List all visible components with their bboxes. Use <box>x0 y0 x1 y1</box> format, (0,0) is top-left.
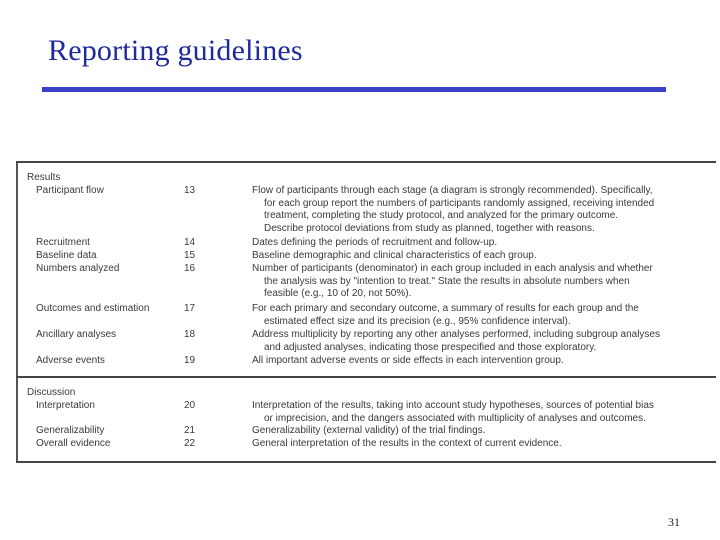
item-label: Ancillary analyses <box>36 329 117 340</box>
item-number: 15 <box>184 250 196 261</box>
item-number: 18 <box>184 329 196 340</box>
item-number: 14 <box>184 237 196 248</box>
item-label: Baseline data <box>36 250 97 261</box>
page-number: 31 <box>668 515 680 529</box>
section-heading-results: Results <box>27 172 61 183</box>
section-divider <box>16 376 716 378</box>
item-number: 16 <box>184 263 196 274</box>
section-heading-discussion: Discussion <box>27 387 76 398</box>
item-description <box>252 400 672 425</box>
item-number: 19 <box>184 355 196 366</box>
desc-line: Generalizability (external validity) of the trial findings. <box>252 425 486 436</box>
desc-line: Baseline demographic and clinical characteristics of each group. <box>252 250 537 261</box>
table-left-border <box>16 161 18 463</box>
desc-line: for each group report the numbers of participants randomly assigned, receiving intended <box>264 197 655 209</box>
item-description <box>252 303 672 328</box>
item-label: Recruitment <box>36 237 90 248</box>
desc-line: estimated effect size and its precision (e.g., 95% confidence interval). <box>264 315 571 327</box>
desc-line: Dates defining the periods of recruitment and follow-up. <box>252 237 498 248</box>
item-description <box>252 250 672 263</box>
desc-line: the analysis was by "intention to treat." State the results in absolute numbers when <box>264 275 630 287</box>
desc-line: or imprecision, and the dangers associated with multiplicity of analyses and outcomes. <box>264 412 646 424</box>
item-description <box>252 185 672 235</box>
desc-line: feasible (e.g., 10 of 20, not 50%). <box>264 288 412 300</box>
desc-line: General interpretation of the results in the context of current evidence. <box>252 438 562 449</box>
item-number: 20 <box>184 400 196 411</box>
item-description <box>252 355 672 368</box>
desc-line: and adjusted analyses, indicating those prespecified and those exploratory. <box>264 341 597 353</box>
item-number: 17 <box>184 303 196 314</box>
item-label: Outcomes and estimation <box>36 303 150 314</box>
item-label: Participant flow <box>36 185 104 196</box>
table-bottom-border <box>16 461 716 463</box>
item-number: 13 <box>184 185 196 196</box>
item-description <box>252 425 672 438</box>
desc-line: Address multiplicity by reporting any other analyses performed, including subgroup analyses <box>252 329 660 340</box>
item-description <box>252 438 672 451</box>
item-label: Adverse events <box>36 355 105 366</box>
title-underline <box>42 87 666 92</box>
item-label: Interpretation <box>36 400 95 411</box>
table-top-border <box>16 161 716 163</box>
item-description <box>252 237 672 250</box>
desc-line: Number of participants (denominator) in each group included in each analysis and whether <box>252 263 653 274</box>
desc-line: Flow of participants through each stage (a diagram is strongly recommended). Specifically, <box>252 185 653 196</box>
item-number: 22 <box>184 438 196 449</box>
item-label: Generalizability <box>36 425 105 436</box>
slide-title: Reporting guidelines <box>48 34 303 67</box>
desc-line: For each primary and secondary outcome, a summary of results for each group and the <box>252 303 639 314</box>
desc-line: All important adverse events or side effects in each intervention group. <box>252 355 564 366</box>
desc-line: treatment, completing the study protocol, and analyzed for the primary outcome. <box>264 210 619 222</box>
item-description <box>252 329 672 354</box>
desc-line: Interpretation of the results, taking into account study hypotheses, sources of potential bias <box>252 400 654 411</box>
item-number: 21 <box>184 425 196 436</box>
item-description <box>252 263 672 301</box>
desc-line: Describe protocol deviations from study as planned, together with reasons. <box>264 222 595 234</box>
item-label: Overall evidence <box>36 438 111 449</box>
guidelines-table <box>16 161 716 463</box>
item-label: Numbers analyzed <box>36 263 120 274</box>
